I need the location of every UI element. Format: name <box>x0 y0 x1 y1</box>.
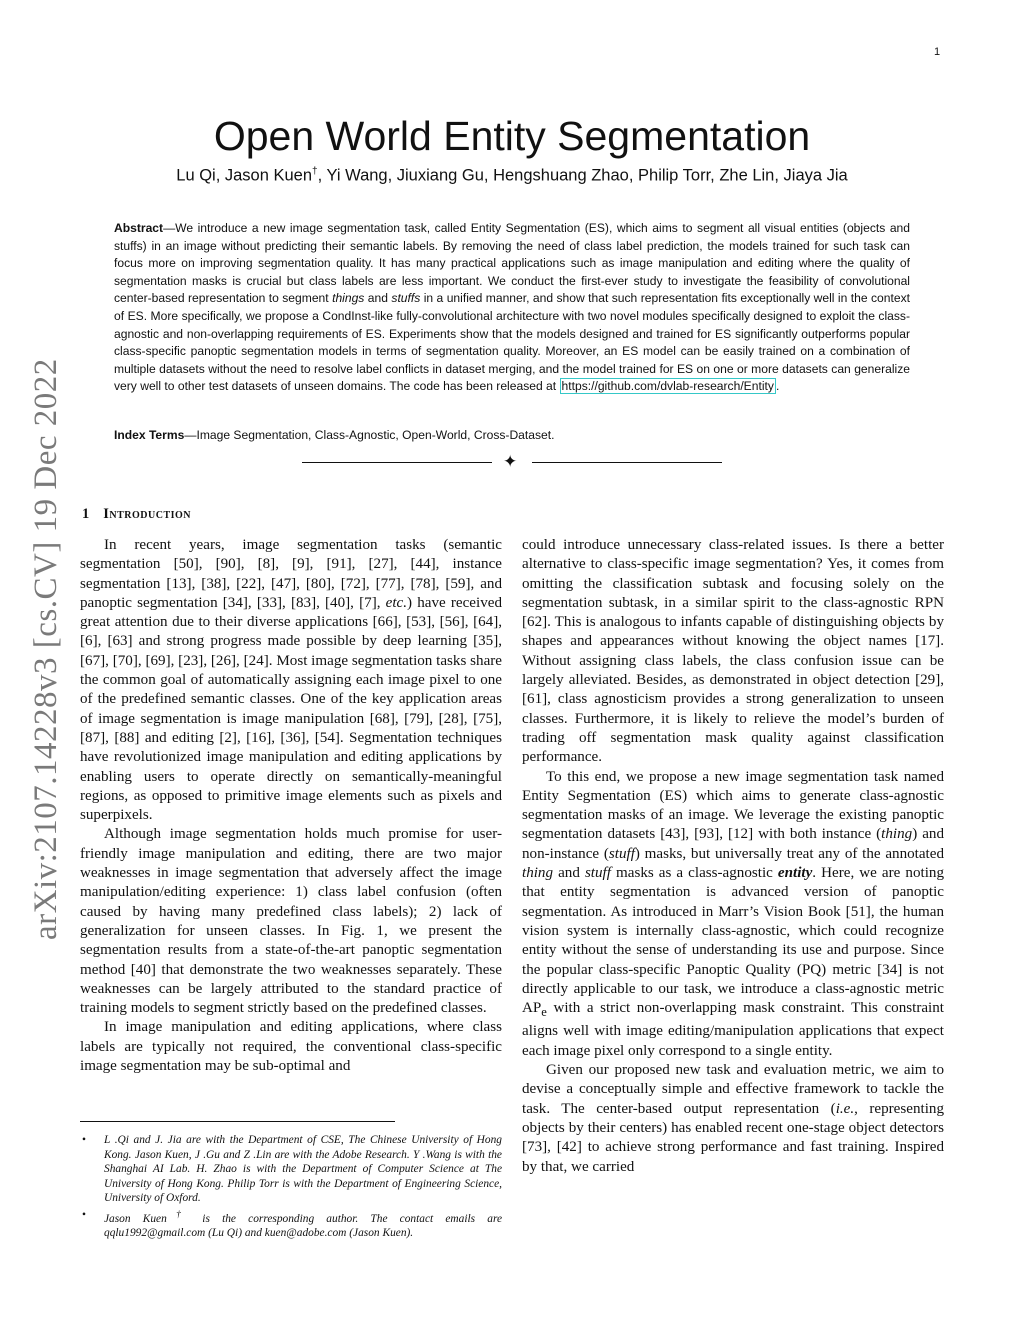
paragraph-text: In recent years, image segmentation tasks (semantic segmentation [50], [90], [8], [9], [91], [27], [44], instance segmentation [13], [38], [22], [47], [80], [72], [77], [78], [59], and panoptic segmentation [34], [33], [83], [40], [7], <box>80 537 502 611</box>
paragraph <box>522 1061 944 1177</box>
arxiv-stamp: arXiv:2107.14228v3 [cs.CV] 19 Dec 2022 <box>28 358 64 940</box>
paragraph-text: masks as a class-agnostic <box>610 865 778 882</box>
abstract-and: and <box>364 291 392 306</box>
paper-title: Open World Entity Segmentation <box>213 113 811 160</box>
paragraph: In image manipulation and editing applications, where class labels are typically not required, the conventional class-specific image segmentation may be sub-optimal and <box>80 1019 502 1075</box>
paragraph-text: . Here, we are noting that entity segmentation is advanced version of panoptic segmentation. As introduced in Marr’s Vision Book [51], the human vision system is internally class-agnostic, which could recognize entity without the sense of understanding its use and purpose. Since the popular class-specific Panoptic Quality (PQ) metric [34] is not directly applicable to our task, we introduce a class-agnostic metric AP <box>522 865 944 1017</box>
author-names-part-2: , Yi Wang, Jiuxiang Gu, Hengshuang Zhao, Philip Torr, Zhe Lin, Jiaya Jia <box>317 166 848 185</box>
author-names-part-1: Lu Qi, Jason Kuen <box>176 166 313 185</box>
footnote-dagger: † <box>166 1209 191 1220</box>
paragraph-emphasis: stuff <box>584 865 611 882</box>
separator-line-left <box>302 462 492 463</box>
footnote-text: Jason Kuen <box>104 1212 167 1225</box>
left-column <box>80 536 502 1076</box>
paragraph-text: Given our proposed new task and evaluation metric, we aim to devise a conceptually simple and effective framework to tackle the task. The center-based output representation ( <box>522 1062 944 1117</box>
footnote-rule <box>80 1121 395 1122</box>
paragraph <box>522 768 944 1061</box>
footnote-text: is the corresponding author. The contact emails are qqlu1992@gmail.com (Lu Qi) and kuen@adobe.com (Jason Kuen). <box>104 1212 503 1240</box>
abstract-text: We introduce a new image segmentation task, called Entity Segmentation (ES), which aims to segment all visual entities (objects and stuffs) in an image without predicting their semantic labels. By removing the need of class label prediction, the models trained for such task can focus more on improving segmentation quality. It has many practical applications such as image manipulation and editing where the quality of segmentation masks is crucial but class labels are less important. We conduct the first-ever study to investigate the feasibility of convolutional center-based representation to segment <box>114 221 910 306</box>
separator-diamond-icon: ✦ <box>503 452 518 471</box>
footnotes <box>80 1133 502 1241</box>
index-terms-text: Image Segmentation, Class-Agnostic, Open-World, Cross-Dataset. <box>196 428 555 442</box>
code-repository-link[interactable]: https://github.com/dvlab-research/Entity <box>561 379 774 394</box>
paragraph-text: and <box>553 865 585 882</box>
footnote-text: L .Qi and J. Jia are with the Department of CSE, The Chinese University of Hong Kong. Jason Kuen, J .Gu and Z .Lin are with the Adobe Research. Y .Wang is with the Shanghai AI Lab. H. Zhao is with the Department of Computer Science at The University of Hong Kong. Philip Torr is with the Department of Engineering Science, University of Oxford. <box>104 1134 502 1205</box>
page-number: 1 <box>934 46 941 58</box>
abstract-text-cont: in a unified manner, and show that such representation fits exceptionally well in the context of ES. More specifically, we propose a CondInst-like fully-convolutional architecture with two novel modules specifically designed to exploit the class-agnostic and non-overlapping requirements of ES. Experiments show that the models designed and trained for ES significantly outperforms popular class-specific panoptic segmentation models in terms of segmentation quality. Moreover, an ES model can be easily trained on a combination of multiple datasets without the need to resolve label conflicts in dataset merging, and the model trained for ES on one or more datasets can generalize very well to other test datasets of unseen domains. The code has been released at <box>114 291 910 394</box>
paragraph <box>80 536 502 825</box>
paragraph-text: , representing objects by their centers) has enabled recent one-stage object detectors [73], [42] to achieve strong performance and fast training. Inspired by that, we carried <box>522 1100 944 1175</box>
paragraph-text: with a strict non-overlapping mask constraint. This constraint aligns well with image editing/manipulation applications that expect each image pixel only correspond to a single entity. <box>522 1000 944 1059</box>
section-number: 1 <box>82 506 90 522</box>
abstract-label: Abstract <box>114 221 164 235</box>
paragraph-emphasis: thing <box>522 865 554 882</box>
abstract-stuffs: stuffs <box>391 291 421 306</box>
separator-line-right <box>532 462 722 463</box>
paragraph: Although image segmentation holds much promise for user-friendly image manipulation and editing, there are two major weaknesses in image segmentation that adversely affect the image manipulation/editing experience: 1) class label confusion (often caused by having many predefined class labels); 2) lack of generalization for unseen classes. In Fig. 1, we present the segmentation results from a state-of-the-art panoptic segmentation method [40] that demonstrate the two weaknesses separately. These weaknesses can be largely attributed to the standard practice of training models to segment strictly based on the predefined classes. <box>80 826 502 1017</box>
index-terms <box>114 428 910 442</box>
metric-subscript: e <box>541 1005 547 1020</box>
footnote-affiliations <box>80 1133 502 1206</box>
corresponding-author-dagger: † <box>312 166 318 177</box>
abstract-end: . <box>775 379 780 394</box>
paragraph-text: To this end, we propose a new image segmentation task named Entity Segmentation (ES) which aims to generate class-agnostic segmentation masks of an image. We leverage the existing panoptic segmentation datasets [43], [93], [12] with both instance ( <box>522 768 944 843</box>
paragraph-emphasis: stuff <box>608 845 635 862</box>
paragraph-text: ) and non-instance ( <box>522 826 944 862</box>
right-column <box>522 536 944 1177</box>
index-terms-dash: — <box>184 428 197 442</box>
paragraph-emphasis: thing <box>881 826 913 843</box>
abstract-things: things <box>332 291 365 306</box>
paragraph-emphasis: etc. <box>385 594 408 611</box>
paragraph-emphasis: i.e. <box>835 1100 855 1117</box>
bullet-icon: • <box>82 1208 86 1221</box>
entity-term: entity <box>777 865 813 882</box>
abstract-dash: — <box>163 221 176 235</box>
paragraph-text: ) have received great attention due to their diverse applications [66], [53], [56], [64], [6], [63] and strong progress made possible by deep learning [35], [67], [70], [69], [23], [26], [24]. Most image segmentation tasks share the common goal of automatically assigning each image pixel to one of the predefined semantic classes. One of the key application areas of image segmentation is image manipulation [68], [79], [28], [75], [87], [88] and editing [2], [16], [36], [54]. Segmentation techniques have revolutionized image manipulation and editing applications by enabling users to operate directly on semantically-meaningful regions, as opposed to primitive image elements such as pixels and superpixels. <box>80 594 502 824</box>
index-terms-label: Index Terms <box>114 428 185 442</box>
abstract <box>114 220 910 396</box>
bullet-icon: • <box>82 1134 86 1146</box>
author-list <box>0 166 1024 186</box>
section-title: Introduction <box>103 506 192 522</box>
section-heading <box>82 506 191 523</box>
paragraph: could introduce unnecessary class-related issues. Is there a better alternative to class-specific image segmentation? Yes, it comes from omitting the classification subtask and focusing solely on the segmentation subtask, in a similar spirit to the class-agnostic RPN [62]. This is analogous to infants capable of distinguishing objects by shapes and appearances without knowing the object names [17]. Without assigning class labels, the class confusion issue can be largely alleviated. Besides, as demonstrated in object detection [29], [61], class agnosticism provides a strong generalization to unseen classes. Furthermore, it is likely to relieve the model’s burden of trading off segmentation mask quality against classification performance. <box>522 537 944 766</box>
paragraph-text: ) masks, but universally treat any of the annotated <box>634 845 944 862</box>
footnote-corresponding-author <box>80 1208 502 1241</box>
